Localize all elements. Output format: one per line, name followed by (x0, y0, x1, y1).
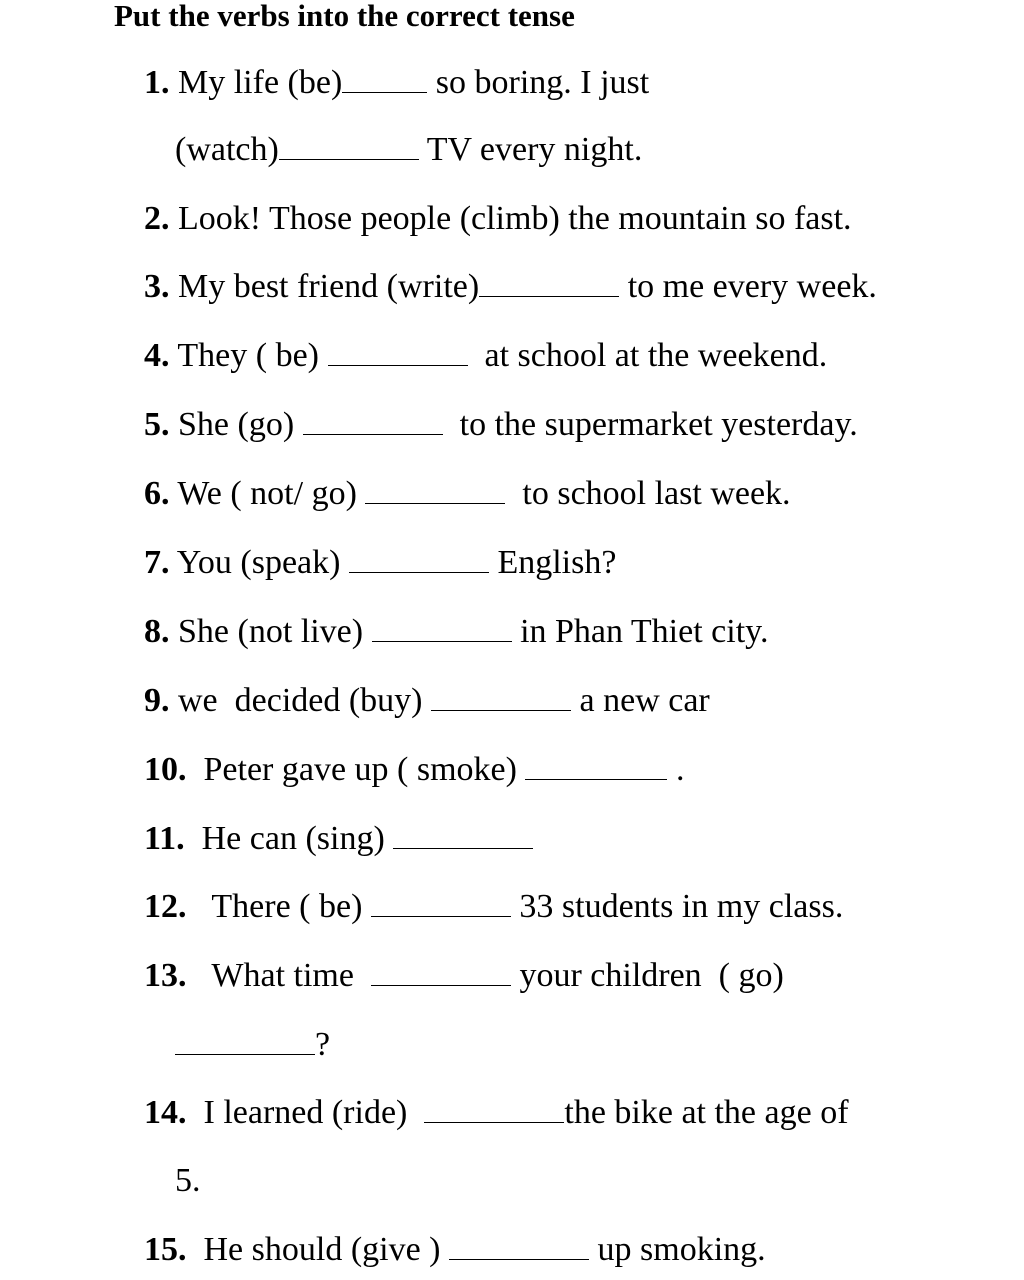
item-text: I learned (ride) (203, 1094, 425, 1131)
item-number: 12. (144, 888, 187, 925)
answer-blank[interactable] (371, 961, 511, 986)
answer-blank[interactable] (279, 135, 419, 160)
answer-blank[interactable] (175, 1030, 315, 1055)
item-text: a new car (571, 682, 710, 719)
exercise-item-9 (144, 684, 710, 718)
exercise-title: Put the verbs into the correct tense (114, 0, 575, 33)
exercise-item-13 (144, 959, 784, 993)
item-text: He should (give ) (203, 1231, 450, 1268)
item-text: What time (203, 957, 371, 994)
item-text: ? (315, 1026, 331, 1063)
item-text: to the supermarket yesterday. (442, 406, 858, 443)
exercise-item-11 (144, 822, 533, 856)
item-number: 7. (144, 544, 170, 581)
exercise-item-7 (144, 546, 616, 580)
item-text: English? (488, 544, 617, 581)
answer-blank[interactable] (431, 686, 571, 711)
item-text: we decided (buy) (178, 682, 432, 719)
exercise-item-15 (144, 1233, 766, 1267)
answer-blank[interactable] (371, 892, 511, 917)
exercise-item-4 (144, 339, 827, 373)
answer-blank[interactable] (303, 410, 443, 435)
answer-blank[interactable] (393, 824, 533, 849)
item-text: your children ( go) (510, 957, 784, 994)
answer-blank[interactable] (424, 1098, 564, 1123)
item-text: My best friend (write) (178, 268, 480, 305)
item-text: (watch) (175, 131, 279, 168)
item-text: You (speak) (176, 544, 349, 581)
exercise-item-12 (144, 890, 843, 924)
item-text: 33 students in my class. (510, 888, 844, 925)
answer-blank[interactable] (365, 479, 505, 504)
answer-blank[interactable] (349, 548, 489, 573)
item-text: She (not live) (178, 613, 372, 650)
answer-blank[interactable] (479, 272, 619, 297)
item-text: We ( not/ go) (177, 475, 366, 512)
item-number: 8. (144, 613, 170, 650)
item-text: in Phan Thiet city. (511, 613, 769, 650)
answer-blank[interactable] (372, 617, 512, 642)
item-number: 9. (144, 682, 170, 719)
item-text: so boring. I just (427, 64, 650, 101)
item-text: the bike at the age of (564, 1094, 849, 1131)
exercise-item-8 (144, 615, 768, 649)
item-number: 13. (144, 957, 187, 994)
answer-blank[interactable] (525, 755, 667, 780)
item-number: 4. (144, 337, 170, 374)
item-number: 5. (144, 406, 170, 443)
item-text: at school at the weekend. (467, 337, 828, 374)
item-text: up smoking. (589, 1231, 766, 1268)
answer-blank[interactable] (449, 1235, 589, 1260)
exercise-item-14 (144, 1096, 849, 1130)
item-text: She (go) (178, 406, 303, 443)
exercise-item-13-continued (175, 1028, 330, 1062)
item-number: 15. (144, 1231, 187, 1268)
item-number: 1. (144, 64, 170, 101)
item-number: 6. (144, 475, 170, 512)
item-text: TV every night. (418, 131, 643, 168)
item-number: 11. (144, 820, 185, 857)
item-number: 3. (144, 268, 170, 305)
exercise-item-1 (144, 66, 649, 100)
exercise-item-14-continued (175, 1164, 201, 1198)
item-text: They ( be) (177, 337, 328, 374)
answer-blank[interactable] (342, 68, 427, 93)
item-text: 5. (175, 1162, 201, 1199)
exercise-item-6 (144, 477, 791, 511)
item-number: 10. (144, 751, 187, 788)
exercise-item-2 (144, 202, 852, 236)
item-text: to school last week. (505, 475, 791, 512)
exercise-item-10 (144, 753, 684, 787)
item-text: He can (sing) (201, 820, 394, 857)
item-text: There ( be) (203, 888, 371, 925)
exercise-item-3 (144, 270, 877, 304)
item-number: 14. (144, 1094, 187, 1131)
item-number: 2. (144, 200, 170, 237)
item-text: . (667, 751, 685, 788)
item-text: Peter gave up ( smoke) (203, 751, 526, 788)
item-text: to me every week. (619, 268, 877, 305)
exercise-item-1-continued (175, 133, 642, 167)
exercise-item-5 (144, 408, 858, 442)
item-text: My life (be) (178, 64, 343, 101)
answer-blank[interactable] (328, 341, 468, 366)
item-text: Look! Those people (climb) the mountain so fast. (178, 200, 852, 237)
